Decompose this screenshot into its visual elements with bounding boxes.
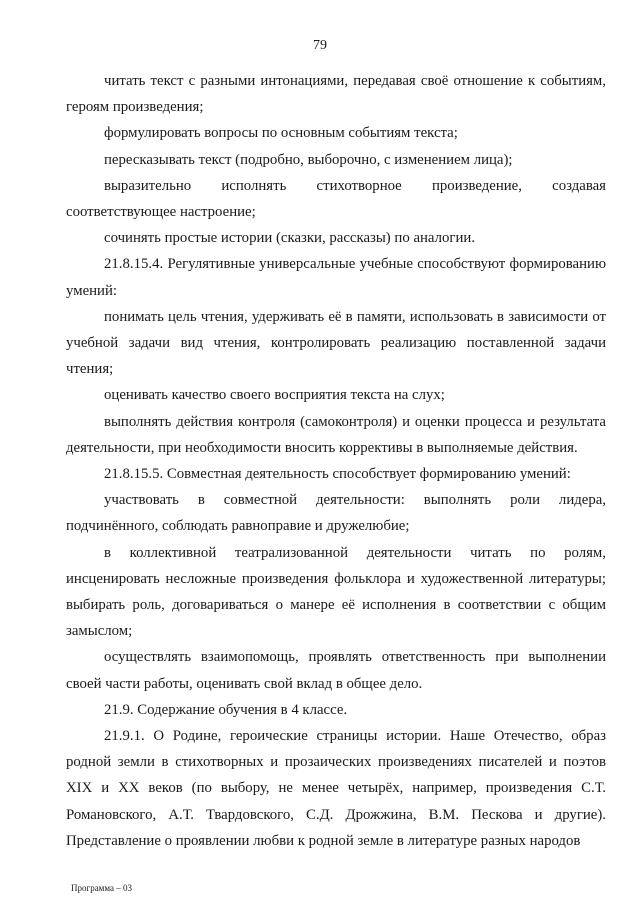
paragraph-11: участвовать в совместной деятельности: выполнять роли лидера, подчинённого, соблюдать равноправие и дружелюбие;	[66, 492, 606, 535]
paragraph-12: в коллективной театрализованной деятельности читать по ролям, инсценировать несложные произведения фольклора и художественной литературы; выбирать роль, договариваться о манере её исполнения в соответствии с общим замыслом;	[66, 544, 606, 640]
paragraph-2: формулировать вопросы по основным событиям текста;	[104, 125, 458, 142]
paragraph-15: 21.9.1. О Родине, героические страницы истории. Наше Отечество, образ родной земли в стихотворных и прозаических произведениях писателей и поэтов XIX и XX веков (по выбору, не менее четырёх, например, произведения С.Т. Романовского, А.Т. Твардовского, С.Д. Дрожжина, В.М. Пескова и другие). Представление о проявлении любви к родной земле в литературе разных народов	[66, 728, 606, 849]
paragraph-3: пересказывать текст (подробно, выборочно, с изменением лица);	[104, 151, 513, 168]
paragraph-6: 21.8.15.4. Регулятивные универсальные учебные способствуют формированию умений:	[66, 256, 606, 299]
footer-label: Программа – 03	[71, 883, 133, 893]
paragraph-7: понимать цель чтения, удерживать её в памяти, использовать в зависимости от учебной задачи вид чтения, контролировать реализацию поставленной задачи чтения;	[66, 308, 606, 378]
paragraph-5: сочинять простые истории (сказки, рассказы) по аналогии.	[104, 230, 476, 247]
paragraph-14: 21.9. Содержание обучения в 4 классе.	[104, 701, 348, 718]
paragraph-9: выполнять действия контроля (самоконтроля) и оценки процесса и результата деятельности, при необходимости вносить коррективы в выполняемые действия.	[66, 413, 606, 456]
paragraph-10: 21.8.15.5. Совместная деятельность способствует формированию умений:	[104, 466, 571, 483]
body-text	[66, 68, 606, 854]
paragraph-8: оценивать качество своего восприятия текста на слух;	[104, 387, 445, 404]
paragraph-1: читать текст с разными интонациями, передавая своё отношение к событиям, героям произведения;	[66, 73, 606, 116]
page-number: 79	[313, 38, 327, 53]
paragraph-4: выразительно исполнять стихотворное произведение, создавая соответствующее настроение;	[66, 177, 606, 221]
paragraph-13: осуществлять взаимопомощь, проявлять ответственность при выполнении своей части работы, оценивать свой вклад в общее дело.	[66, 649, 606, 692]
